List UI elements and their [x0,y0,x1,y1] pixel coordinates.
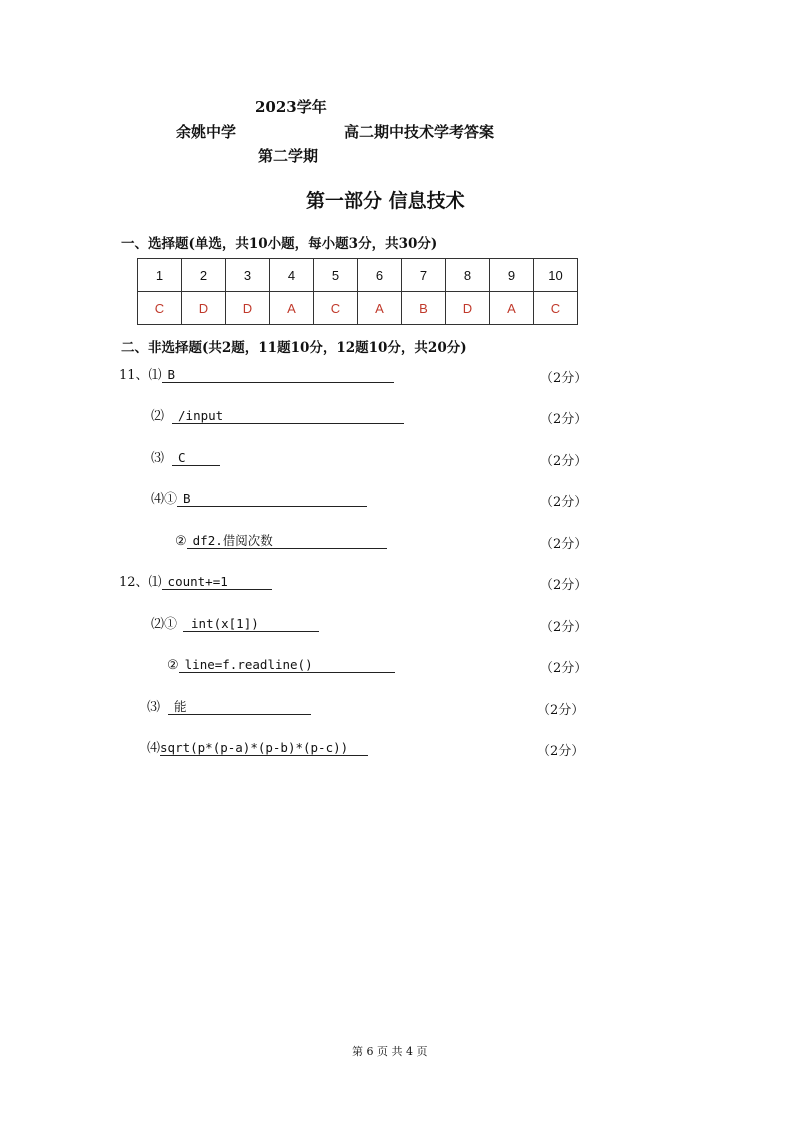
answer-cell: A [490,292,534,325]
q12-part2b [167,657,395,675]
score-label: （2分） [540,578,588,593]
q11-part2-label: ⑵ [151,409,165,424]
q12-part2b-label: ② [167,658,179,673]
q11-part1-label: 11、⑴ [119,368,162,383]
document-title: 高二期中技术学考答案 [344,123,495,141]
answer-cell: C [138,292,182,325]
score-label: （2分） [540,454,588,469]
q11-part4b-answer: df2.借阅次数 [187,533,387,549]
q11-part4a [151,491,367,509]
q12-part2a-answer: int(x[1]) [183,616,319,632]
term: 第二学期 [258,147,319,165]
question-number: 8 [446,259,490,292]
score-label: （2分） [540,495,588,510]
score-label: （2分） [537,744,585,759]
score-label: （2分） [540,412,588,427]
q12-part1-label: 12、⑴ [119,575,162,590]
answer-row [138,292,578,325]
q12-part4-label: ⑷ [147,741,161,756]
question-number: 9 [490,259,534,292]
score-label: （2分） [540,661,588,676]
q11-part2-answer: /input [172,408,404,424]
question-number: 2 [182,259,226,292]
q11-part4a-label: ⑷① [151,492,178,507]
q12-part3-answer: 能 [168,699,311,715]
q12-part1 [119,574,272,592]
question-number: 10 [534,259,578,292]
answer-cell: C [314,292,358,325]
answer-cell: B [402,292,446,325]
score-label: （2分） [537,703,585,718]
question-number: 3 [226,259,270,292]
question-number: 4 [270,259,314,292]
answer-cell: A [270,292,314,325]
q11-part2 [151,408,404,426]
question-number-row [138,259,578,292]
question-number: 6 [358,259,402,292]
q12-part4 [147,740,368,758]
q12-part1-answer: count+=1 [162,574,272,590]
score-label: （2分） [540,620,588,635]
answer-cell: D [182,292,226,325]
q11-part1-answer: B [162,367,394,383]
q11-part4a-answer: B [177,491,367,507]
answer-cell: A [358,292,402,325]
section2-heading: 二、非选择题(共2题，11题10分，12题10分，共20分) [121,340,467,356]
question-number: 5 [314,259,358,292]
answer-cell: D [446,292,490,325]
q12-part3 [147,699,311,717]
score-label: （2分） [540,537,588,552]
school-year: 2023学年 [255,98,327,116]
page-footer: 第 6 页 共 4 页 [352,1045,428,1058]
q11-part4b [175,533,387,551]
q11-part1 [119,367,394,385]
section1-heading: 一、选择题(单选，共10小题，每小题3分，共30分) [121,236,438,252]
answer-cell: D [226,292,270,325]
question-number: 1 [138,259,182,292]
school-name: 余姚中学 [176,123,237,141]
q12-part3-label: ⑶ [147,700,161,715]
q12-part2a [151,616,319,634]
answer-table [137,258,578,325]
q12-part2a-label: ⑵① [151,617,178,632]
q11-part3-label: ⑶ [151,451,165,466]
q12-part2b-answer: line=f.readline() [179,657,395,673]
q11-part4b-label: ② [175,534,187,549]
question-number: 7 [402,259,446,292]
q11-part3-answer: C [172,450,220,466]
q12-part4-answer: sqrt(p*(p-a)*(p-b)*(p-c)) [160,740,368,756]
q11-part3 [151,450,220,468]
part-title: 第一部分 信息技术 [306,190,465,212]
answer-cell: C [534,292,578,325]
score-label: （2分） [540,371,588,386]
